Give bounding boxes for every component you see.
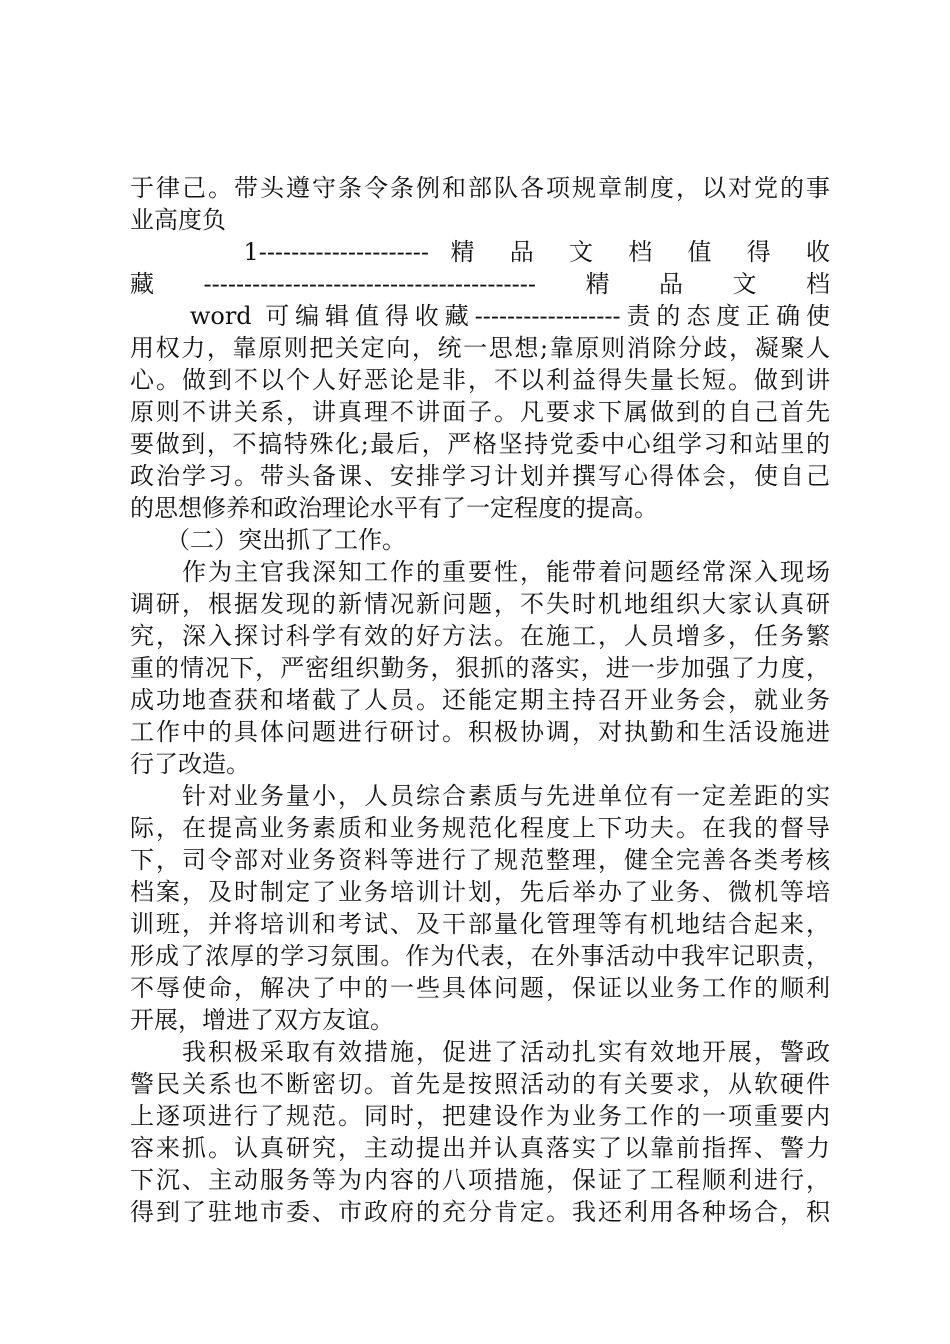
text-line: 行了改造。 — [130, 750, 250, 778]
text-line: 心。做到不以个人好恶论是非，不以利益得失量长短。做到讲 — [130, 366, 830, 394]
text-line: 形成了浓厚的学习氛围。作为代表，在外事活动中我牢记职责， — [130, 942, 830, 970]
text-line: 我积极采取有效措施，促进了活动扎实有效地开展，警政 — [130, 1038, 830, 1066]
text-line: 上逐项进行了规范。同时，把建设作为业务工作的一项重要内 — [130, 1102, 830, 1130]
text-line: 藏-----------------------------------------精品文档 — [130, 270, 830, 298]
text-line: 训班，并将培训和考试、及干部量化管理等有机地结合起来， — [130, 910, 830, 938]
text-line: 重的情况下，严密组织勤务，狠抓的落实，进一步加强了力度， — [130, 654, 830, 682]
text-line: 容来抓。认真研究，主动提出并认真落实了以靠前指挥、警力 — [130, 1134, 830, 1162]
text-line: 成功地查获和堵截了人员。还能定期主持召开业务会，就业务 — [130, 686, 830, 714]
text-line: 警民关系也不断密切。首先是按照活动的有关要求，从软硬件 — [130, 1070, 830, 1098]
text-line: 1--------------------- 精 品 文 档 值 得 收 — [130, 238, 830, 266]
document-body — [130, 172, 830, 1228]
text-line: 业高度负 — [130, 206, 226, 234]
text-line: 的思想修养和政治理论水平有了一定程度的提高。 — [130, 494, 658, 522]
text-line: 际，在提高业务素质和业务规范化程度上下功夫。在我的督导 — [130, 814, 830, 842]
text-line: 不辱使命，解决了中的一些具体问题，保证以业务工作的顺利 — [130, 974, 830, 1002]
text-line: 针对业务量小，人员综合素质与先进单位有一定差距的实 — [130, 782, 830, 810]
text-line: 作为主官我深知工作的重要性，能带着问题经常深入现场 — [130, 558, 830, 586]
text-line: 原则不讲关系，讲真理不讲面子。凡要求下属做到的自己首先 — [130, 398, 830, 426]
text-line: 得到了驻地市委、市政府的充分肯定。我还利用各种场合，积 — [130, 1198, 830, 1226]
text-line: 用权力，靠原则把关定向，统一思想;靠原则消除分歧，凝聚人 — [130, 334, 830, 362]
section-heading: （二）突出抓了工作。 — [130, 526, 406, 554]
text-line: 调研，根据发现的新情况新问题，不失时机地组织大家认真研 — [130, 590, 830, 618]
text-line: 要做到，不搞特殊化;最后，严格坚持党委中心组学习和站里的 — [130, 430, 830, 458]
text-line: 工作中的具体问题进行研讨。积极协调，对执勤和生活设施进 — [130, 718, 830, 746]
text-line: word 可编辑值得收藏------------------责的态度正确使 — [130, 302, 830, 330]
text-line: 究，深入探讨科学有效的好方法。在施工，人员增多，任务繁 — [130, 622, 830, 650]
text-line: 下，司令部对业务资料等进行了规范整理，健全完善各类考核 — [130, 846, 830, 874]
text-line: 下沉、主动服务等为内容的八项措施，保证了工程顺利进行， — [130, 1166, 830, 1194]
text-line: 于律己。带头遵守条令条例和部队各项规章制度，以对党的事 — [130, 174, 830, 202]
text-line: 开展，增进了双方友谊。 — [130, 1006, 394, 1034]
text-line: 政治学习。带头备课、安排学习计划并撰写心得体会，使自己 — [130, 462, 830, 490]
text-line: 档案，及时制定了业务培训计划，先后举办了业务、微机等培 — [130, 878, 830, 906]
